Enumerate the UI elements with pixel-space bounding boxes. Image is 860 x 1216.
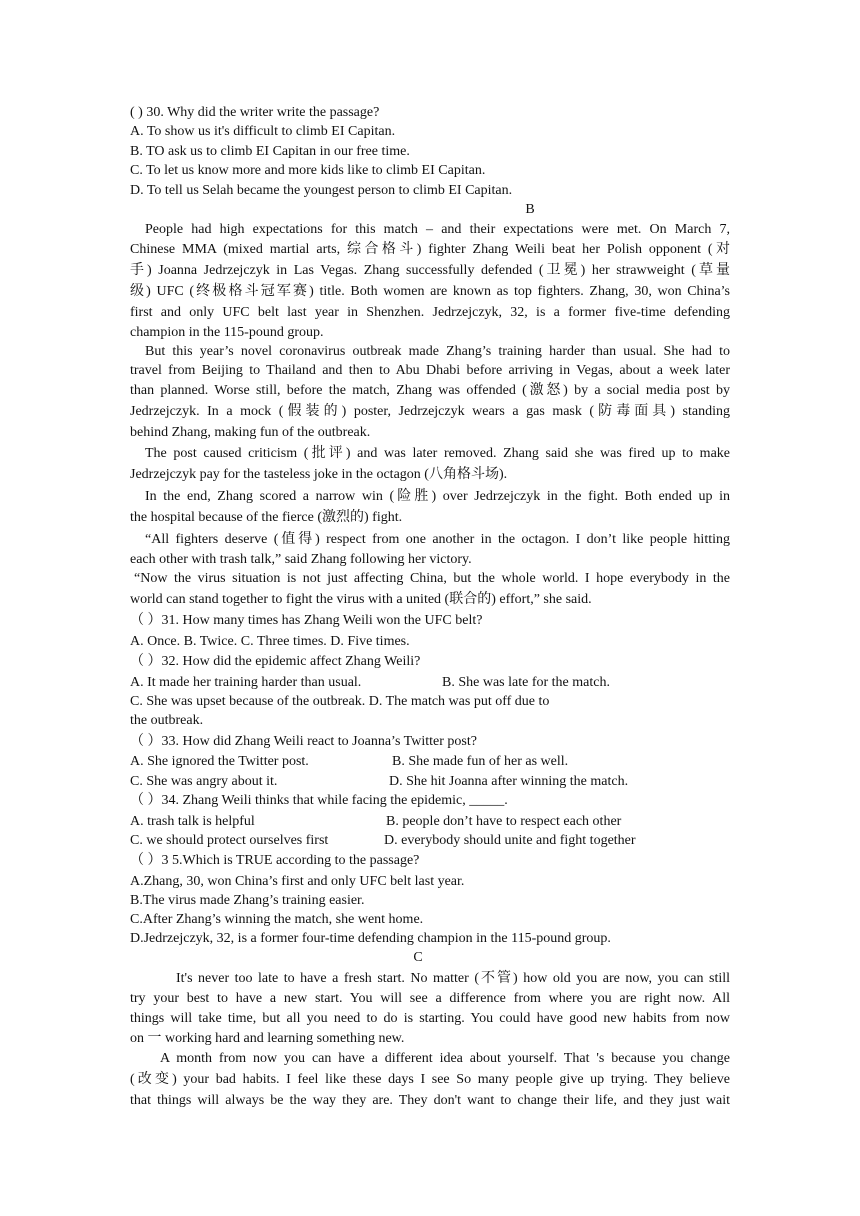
paragraph-line: Jedrzejczyk. In a mock (假装的) poster, Jedrzejczyk wears a gas mask (防毒面具) standing [130,404,730,419]
option-35a: A.Zhang, 30, won China’s first and only UFC belt last year. [130,874,465,889]
option-35b: B.The virus made Zhang’s training easier. [130,893,365,908]
paragraph-line: Chinese MMA (mixed martial arts, 综合格斗) fighter Zhang Weili beat her Polish opponent (对 [130,242,730,257]
paragraph-line: The post caused criticism (批评) and was later removed. Zhang said she was fired up to make [145,446,730,461]
option-35c: C.After Zhang’s winning the match, she went home. [130,912,424,927]
question-30: ( ) 30. Why did the writer write the passage? [130,105,380,120]
paragraph-line: try your best to have a new start. You will see a difference from where you are right now. All [130,991,730,1006]
option-30b: B. TO ask us to climb EI Capitan in our free time. [130,144,410,159]
question-32: （ ）32. How did the epidemic affect Zhang Weili? [130,654,421,669]
paragraph-line: champion in the 115-pound group. [130,325,324,340]
paragraph-line: A month from now you can have a different idea about yourself. That 's because you change [160,1051,730,1066]
paragraph-line: People had high expectations for this match – and their expectations were met. On March 7, [145,222,730,237]
option-34c: C. we should protect ourselves first [130,833,329,848]
paragraph-line: (改变) your bad habits. I feel like these days I see So many people give up trying. They believe [130,1072,730,1087]
paragraph-line: It's never too late to have a fresh start. No matter (不管) how old you are now, you can still [176,971,730,986]
paragraph-line: 手) Joanna Jedrzejczyk in Las Vegas. Zhang successfully defended (卫冕) her strawweight (草量 [130,263,730,278]
option-32a: A. It made her training harder than usual. [130,675,362,690]
paragraph-line: behind Zhang, making fun of the outbreak. [130,425,371,440]
option-32b: B. She was late for the match. [442,675,610,690]
option-33b: B. She made fun of her as well. [392,754,569,769]
paragraph-line: world can stand together to fight the virus with a united (联合的) effort,” she said. [130,592,592,607]
option-33c: C. She was angry about it. [130,774,278,789]
option-32c-32d: C. She was upset because of the outbreak. D. The match was put off due to [130,694,550,709]
option-34d: D. everybody should unite and fight together [384,833,636,848]
paragraph-line: travel from Beijing to Thailand and then to Abu Dhabi before arriving in Vegas, about a week later [130,363,730,378]
paragraph-line: on 一 working hard and learning something new. [130,1031,405,1046]
option-30d: D. To tell us Selah became the youngest person to climb EI Capitan. [130,183,513,198]
question-33: （ ）33. How did Zhang Weili react to Joanna’s Twitter post? [130,734,477,749]
section-c-heading: C [413,950,423,965]
paragraph-line: things will take time, but all you need to do is starting. You could have good new habits from now [130,1011,730,1026]
paragraph-line: each other with trash talk,” said Zhang following her victory. [130,552,472,567]
paragraph-line: the hospital because of the fierce (激烈的) fight. [130,510,403,525]
paragraph-line: than planned. Worse still, before the match, Zhang was offended (激怒) by a social media post by [130,383,730,398]
option-30a: A. To show us it's difficult to climb EI Capitan. [130,124,396,139]
paragraph-line: Jedrzejczyk pay for the tasteless joke in the octagon (八角格斗场). [130,467,508,482]
option-34a: A. trash talk is helpful [130,814,255,829]
option-34b: B. people don’t have to respect each other [386,814,622,829]
paragraph-line: “Now the virus situation is not just affecting China, but the whole world. I hope everybody in the [134,571,730,586]
option-35d: D.Jedrzejczyk, 32, is a former four-time defending champion in the 115-pound group. [130,931,611,946]
option-33d: D. She hit Joanna after winning the match. [389,774,629,789]
option-33a: A. She ignored the Twitter post. [130,754,309,769]
question-34: （ ）34. Zhang Weili thinks that while facing the epidemic, _____. [130,793,508,808]
paragraph-line: 级) UFC (终极格斗冠军赛) title. Both women are known as top fighters. Zhang, 30, won China’s [130,284,730,299]
option-30c: C. To let us know more and more kids like to climb EI Capitan. [130,163,486,178]
options-31: A. Once. B. Twice. C. Three times. D. Five times. [130,634,410,649]
question-35: （ ）3 5.Which is TRUE according to the passage? [130,853,420,868]
paragraph-line: In the end, Zhang scored a narrow win (险胜) over Jedrzejczyk in the fight. Both ended up in [145,489,730,504]
option-32d-continued: the outbreak. [130,713,204,728]
paragraph-line: But this year’s novel coronavirus outbreak made Zhang’s training harder than usual. She had to [145,344,730,359]
section-b-heading: B [525,202,535,217]
paragraph-line: first and only UFC belt last year in Shenzhen. Jedrzejczyk, 32, is a former five-time defending [130,305,730,320]
question-31: （ ）31. How many times has Zhang Weili won the UFC belt? [130,613,483,628]
paragraph-line: “All fighters deserve (值得) respect from one another in the octagon. I don’t like people hitting [145,532,730,547]
paragraph-line: that things will always be the way they are. They don't want to change their life, and they just wait [130,1093,730,1108]
